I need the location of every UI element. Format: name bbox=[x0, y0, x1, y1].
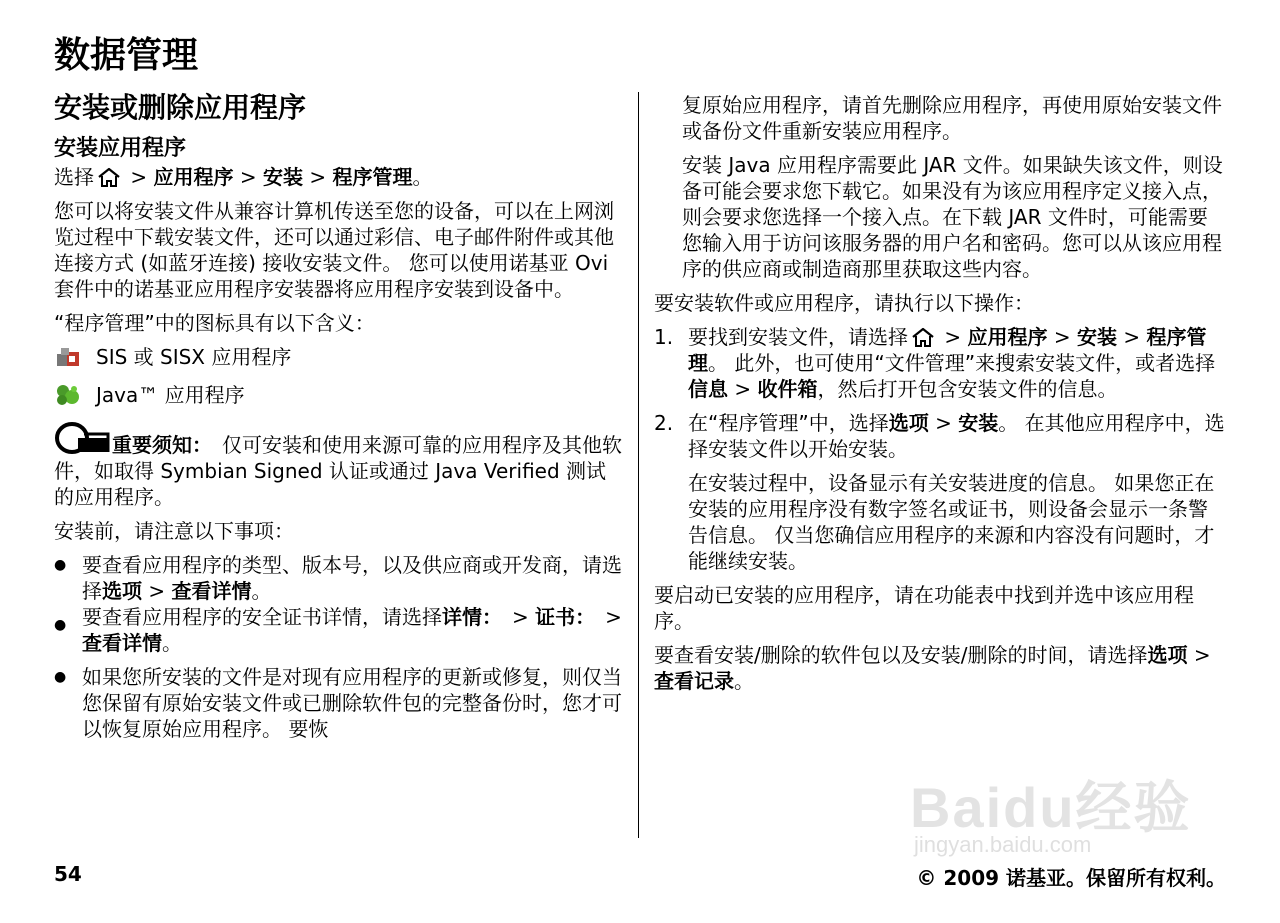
page-title: 数据管理 bbox=[54, 35, 199, 76]
left-column bbox=[54, 90, 626, 750]
important-notice bbox=[54, 420, 626, 510]
watermark-logo: Baidu经验 bbox=[910, 776, 1192, 839]
continuation-paragraph: 复原始应用程序，请首先删除应用程序，再使用原始安装文件或备份文件重新安装应用程序。 bbox=[682, 93, 1222, 143]
launch-paragraph: 要启动已安装的应用程序，请在功能表中找到并选中该应用程序。 bbox=[654, 583, 1194, 633]
page-number: 54 bbox=[54, 862, 82, 886]
install-steps bbox=[654, 324, 1226, 462]
before-install: 安装前，请注意以下事项： bbox=[54, 519, 294, 543]
notice-label: 重要须知： bbox=[112, 433, 202, 457]
legend-sis bbox=[54, 344, 626, 370]
menu-install: 安装 bbox=[262, 165, 303, 189]
install-progress-paragraph: 在安装过程中，设备显示有关安装进度的信息。 如果您正在安装的应用程序没有数字签名或证书，则设备会显示一条警告信息。 仅当您确信应用程序的来源和内容没有问题时，才能继续安装。 bbox=[688, 471, 1215, 573]
list-item: ● 如果您所安装的文件是对现有应用程序的更新或修复，则仅当您保留有原始安装文件或已删除软件包的完整备份时，您才可以恢复原始应用程序。 要恢 bbox=[54, 664, 626, 742]
column-divider bbox=[638, 92, 639, 838]
home-icon bbox=[910, 326, 936, 348]
legend-java bbox=[54, 382, 626, 408]
section-heading: 安装或删除应用程序 bbox=[54, 91, 307, 124]
home-icon bbox=[96, 166, 122, 188]
list-item: ● 要查看应用程序的类型、版本号，以及供应商或开发商，请选择选项 > 查看详情。 bbox=[54, 552, 626, 604]
copyright: © 2009 诺基亚。保留所有权利。 bbox=[916, 866, 1226, 890]
select-path: 选择 > 应用程序 > 安装 > 程序管理。 bbox=[54, 165, 433, 189]
sis-app-icon bbox=[54, 345, 82, 369]
step-item: 2. 在“程序管理”中，选择选项 > 安装。 在其他应用程序中，选择安装文件以开始安装。 bbox=[654, 411, 1225, 461]
subsection-heading: 安装应用程序 bbox=[54, 136, 187, 161]
menu-app-manager: 程序管理 bbox=[332, 165, 413, 189]
step-item: 1. 要找到安装文件，请选择 > 应用程序 > 安装 > 程序管理。 此外，也可使用“文件管理”来搜索安装文件，或者选择信息 > 收件箱，然后打开包含安装文件的信息。 bbox=[654, 325, 1216, 401]
steps-intro: 要安装软件或应用程序，请执行以下操作： bbox=[654, 291, 1034, 315]
precaution-list bbox=[54, 552, 626, 604]
java-app-icon bbox=[54, 383, 82, 407]
menu-applications: 应用程序 bbox=[153, 165, 234, 189]
important-note-icon bbox=[54, 420, 110, 456]
notice-text: 仅可安装和使用来源可靠的应用程序及其他软件，如取得 Symbian Signed 认证或通过 Java Verified 测试的应用程序。 bbox=[54, 433, 622, 509]
legend-java-label: Java™ 应用程序 bbox=[96, 383, 245, 407]
icons-intro: “程序管理”中的图标具有以下含义： bbox=[54, 311, 375, 335]
cert-details-paragraph: 要查看应用程序的安全证书详情，请选择详情： > 证书： > 查看详情。 bbox=[82, 605, 622, 655]
precaution-list-2 bbox=[54, 664, 626, 742]
java-jar-paragraph: 安装 Java 应用程序需要此 JAR 文件。如果缺失该文件，则设备可能会要求您下载它。如果没有为该应用程序定义接入点，则会要求您选择一个接入点。在下载 JAR 文件时，可能需要您输入用于访问该服务器的用户名和密码。您可以从该应用程序的供应商或制造商那里获取这些内容。 bbox=[682, 153, 1223, 281]
legend-sis-label: SIS 或 SISX 应用程序 bbox=[96, 345, 292, 369]
watermark bbox=[900, 740, 1230, 860]
watermark-url: jingyan.baidu.com bbox=[914, 832, 1092, 857]
log-paragraph: 要查看安装/删除的软件包以及安装/删除的时间，请选择选项 > 查看记录。 bbox=[654, 643, 1211, 693]
right-column bbox=[654, 92, 1226, 702]
intro-paragraph: 您可以将安装文件从兼容计算机传送至您的设备，可以在上网浏览过程中下载安装文件，还可以通过彩信、电子邮件附件或其他连接方式 (如蓝牙连接) 接收安装文件。 您可以使用诺基亚 Ovi 套件中的诺基亚应用程序安装器将应用程序安装到设备中。 bbox=[54, 199, 614, 301]
